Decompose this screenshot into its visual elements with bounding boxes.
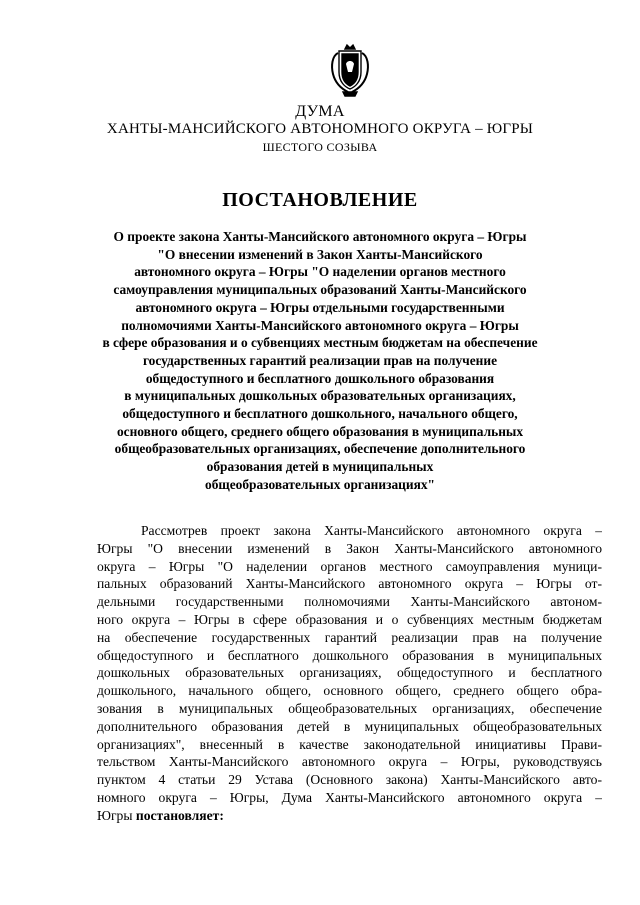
duma-region: ХАНТЫ-МАНСИЙСКОГО АВТОНОМНОГО ОКРУГА – ЮГРЫ <box>106 121 534 137</box>
subject-line: общедоступного и бесплатного дошкольного образования <box>145 370 495 386</box>
subject-line: полномочиями Ханты-Мансийского автономного округа – Югры <box>121 317 519 333</box>
body-line: зования в муниципальных общеобразовательных организациях, обеспечение <box>97 700 602 716</box>
subject-line: общеобразовательных организациях" <box>205 476 435 492</box>
body-line: организациях", внесенный в качестве законодательной инициативы Прави- <box>97 736 602 752</box>
body-line: дельными государственными полномочиями Ханты-Мансийского автоном- <box>97 594 602 610</box>
subject-line: общеобразовательных организациях, обеспечение дополнительного <box>114 441 526 457</box>
document-type: ПОСТАНОВЛЕНИЕ <box>222 189 418 211</box>
document-body <box>97 522 602 825</box>
subject-line: "О внесении изменений в Закон Ханты-Мансийского <box>157 246 483 262</box>
subject-line: в сфере образования и о субвенциях местным бюджетам на обеспечение <box>102 335 538 351</box>
body-final-prefix: Югры <box>97 807 136 823</box>
subject-line: образования детей в муниципальных <box>206 459 434 475</box>
body-line: общедоступного и бесплатного дошкольного образования в муниципальных <box>97 647 602 663</box>
body-line: пунктом 4 статьи 29 Устава (Основного закона) Ханты-Мансийского авто- <box>97 772 602 788</box>
subject-line: в муниципальных дошкольных образовательных организациях, <box>124 388 516 404</box>
body-final-line <box>97 807 602 825</box>
duma-convocation: ШЕСТОГО СОЗЫВА <box>262 140 378 154</box>
body-line: Югры "О внесении изменений в Закон Ханты-Мансийского автономного <box>97 540 602 556</box>
body-line: ного округа – Югры в сфере образования и о субвенциях местным бюджетам <box>97 611 602 627</box>
subject-line: самоуправления муниципальных образований Ханты-Мансийского <box>113 282 527 298</box>
body-line: пальных образований Ханты-Мансийского автономного округа – Югры от- <box>97 576 602 592</box>
body-line: тельством Ханты-Мансийского автономного округа – Югры, руководствуясь <box>97 754 602 770</box>
subject-line: О проекте закона Ханты-Мансийского автономного округа – Югры <box>113 229 527 244</box>
body-line: дополнительного образования детей в муниципальных общеобразовательных <box>97 718 602 734</box>
subject-line: автономного округа – Югры "О наделении органов местного <box>134 264 506 280</box>
duma-title: ДУМА <box>295 103 345 120</box>
body-line: на обеспечение государственных гарантий реализации прав на получение <box>97 629 602 645</box>
body-line: округа – Югры "О наделении органов местного самоуправления муници- <box>97 558 602 574</box>
subject-line: автономного округа – Югры отдельными государственными <box>135 299 505 315</box>
decision-verb: постановляет: <box>135 807 224 823</box>
subject-line: общедоступного и бесплатного дошкольного, начального общего, <box>122 406 518 422</box>
body-line: дошкольного, начального общего, основного общего, среднего общего обра- <box>97 683 602 699</box>
body-line: Рассмотрев проект закона Ханты-Мансийского автономного округа – <box>141 523 602 538</box>
body-line: номного округа – Югры, Дума Ханты-Мансийского автономного округа – <box>97 789 602 805</box>
coat-of-arms-icon <box>327 42 373 98</box>
document-subject <box>0 228 640 494</box>
subject-line: основного общего, среднего общего образования в муниципальных <box>116 423 524 439</box>
body-line: дошкольных образовательных организациях, общедоступного и бесплатного <box>97 665 602 681</box>
subject-line: государственных гарантий реализации прав на получение <box>142 352 498 368</box>
